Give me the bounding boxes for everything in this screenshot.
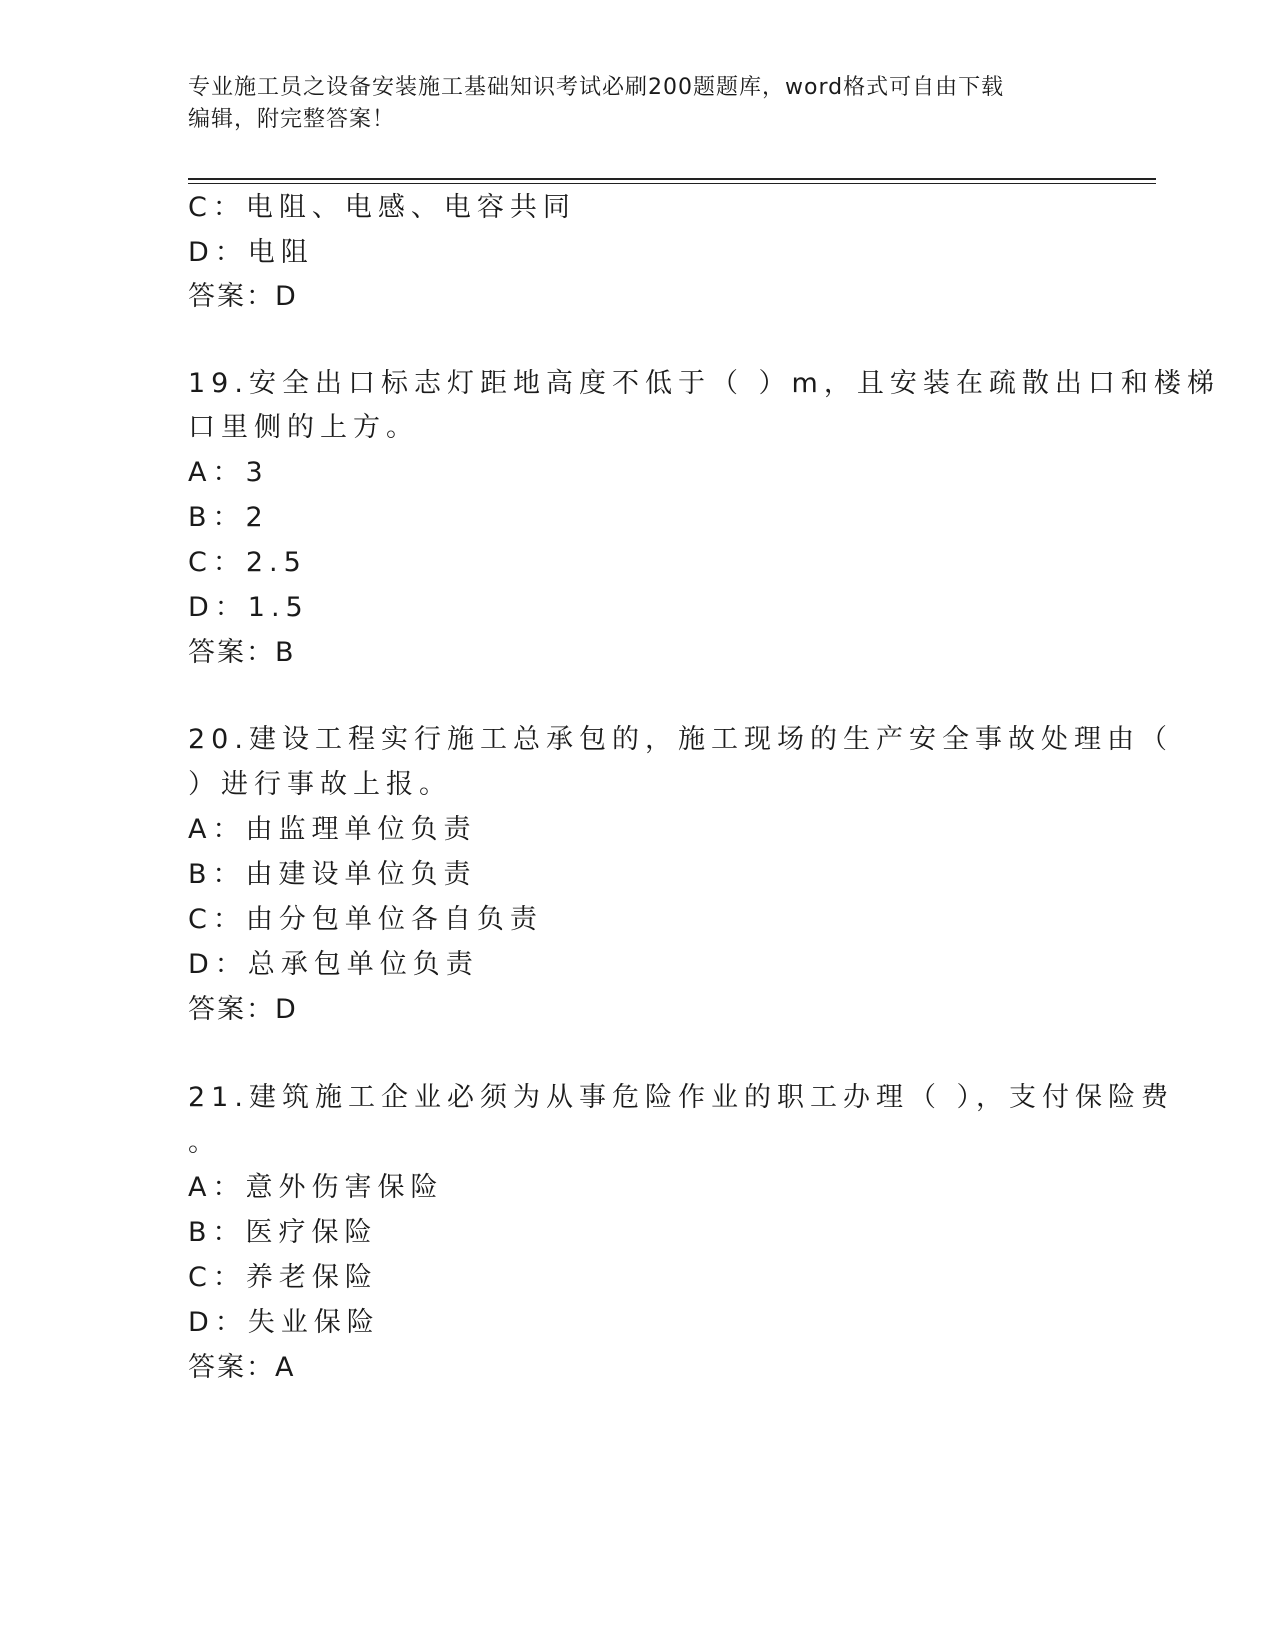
header-title-line-2: 编辑，附完整答案！	[188, 107, 396, 132]
q21-stem-line-2: 。	[188, 1127, 221, 1158]
q19-option-b: B：2	[188, 502, 269, 533]
q20-stem-line-1: 20.建设工程实行施工总承包的，施工现场的生产安全事故处理由（	[188, 724, 1173, 755]
document-header	[188, 72, 1088, 136]
header-divider-thick	[188, 178, 1156, 180]
q19-option-a: A：3	[188, 457, 269, 488]
prev-question-option-c: C：电阻、电感、电容共同	[188, 192, 576, 223]
q19-answer: 答案：B	[188, 637, 296, 668]
header-divider-thin	[188, 183, 1156, 184]
q20-option-d: D：总承包单位负责	[188, 949, 479, 980]
q20-option-b: B：由建设单位负责	[188, 859, 477, 890]
q20-option-c: C：由分包单位各自负责	[188, 904, 543, 935]
header-title-line-1: 专业施工员之设备安装施工基础知识考试必刷200题题库，word格式可自由下载	[188, 75, 1005, 100]
q19-stem-line-1: 19.安全出口标志灯距地高度不低于（ ）m，且安装在疏散出口和楼梯	[188, 368, 1220, 399]
q19-option-c: C：2.5	[188, 547, 307, 578]
q21-option-a: A：意外伤害保险	[188, 1172, 444, 1203]
q20-option-a: A：由监理单位负责	[188, 814, 477, 845]
q20-stem-line-2: ）进行事故上报。	[188, 769, 452, 800]
prev-question-answer: 答案：D	[188, 281, 298, 312]
q19-option-d: D：1.5	[188, 592, 309, 623]
q21-option-b: B：医疗保险	[188, 1217, 378, 1248]
q21-answer: 答案：A	[188, 1352, 296, 1383]
q19-stem-line-2: 口里侧的上方。	[188, 412, 419, 443]
q20-answer: 答案：D	[188, 994, 298, 1025]
q21-stem-line-1: 21.建筑施工企业必须为从事危险作业的职工办理（ ），支付保险费	[188, 1082, 1175, 1113]
q21-option-c: C：养老保险	[188, 1262, 378, 1293]
q21-option-d: D：失业保险	[188, 1307, 380, 1338]
prev-question-option-d: D：电阻	[188, 237, 314, 268]
